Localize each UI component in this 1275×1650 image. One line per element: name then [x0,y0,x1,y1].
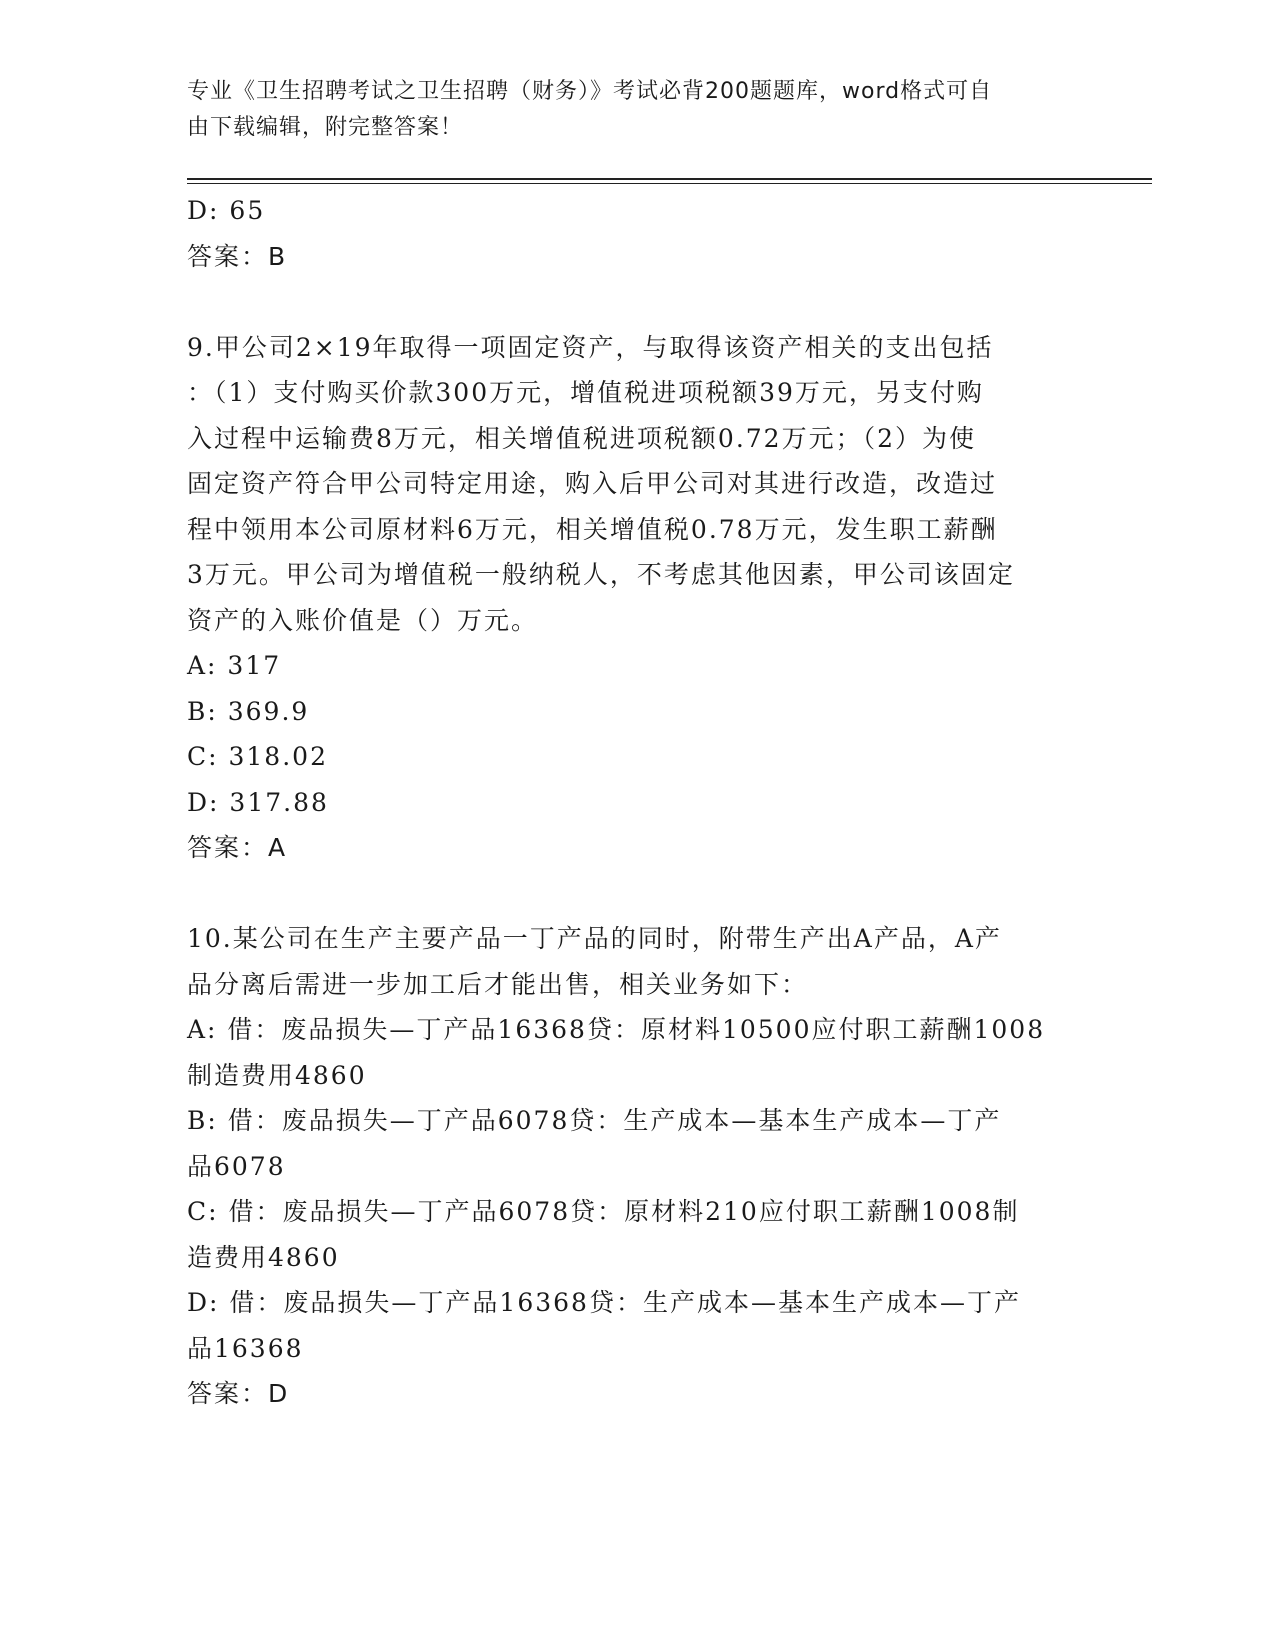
question-10-option-d-cont: 品16368 [187,1333,304,1363]
question-10-option-c: C: 借：废品损失—丁产品6078贷：原材料210应付职工薪酬1008制 [187,1197,1020,1226]
question-10-option-c-cont: 造费用4860 [187,1242,340,1272]
document-header [187,74,1087,146]
header-divider-thin [187,183,1152,184]
question-9-option-c: C: 318.02 [187,742,328,771]
question-10-option-b: B: 借：废品损失—丁产品6078贷：生产成本—基本生产成本—丁产 [187,1106,1002,1135]
prev-option-d: D: 65 [187,196,266,225]
header-title-line-1: 专业《卫生招聘考试之卫生招聘（财务）》考试必背200题题库，word格式可自 [187,79,993,104]
question-10-option-d: D: 借：废品损失—丁产品16368贷：生产成本—基本生产成本—丁产 [187,1288,1021,1317]
header-title-line-2: 由下载编辑，附完整答案！ [187,115,464,140]
header-divider-thick [187,178,1152,180]
question-10-option-a-cont: 制造费用4860 [187,1060,367,1090]
question-10 [187,916,1087,1417]
document-body [187,188,1087,1417]
question-9-line: 固定资产符合甲公司特定用途，购入后甲公司对其进行改造，改造过 [187,469,998,498]
question-9-line: ：（1）支付购买价款300万元，增值税进项税额39万元，另支付购 [187,378,984,407]
question-10-option-b-cont: 品6078 [187,1151,286,1181]
question-9-option-d: D: 317.88 [187,787,329,817]
question-9-line: 资产的入账价值是（）万元。 [187,605,539,635]
spacer [187,871,1087,917]
question-9-line: 9.甲公司2×19年取得一项固定资产，与取得该资产相关的支出包括 [187,332,994,362]
question-9-line: 程中领用本公司原材料6万元，相关增值税0.78万元，发生职工薪酬 [187,514,998,544]
question-9 [187,325,1087,871]
question-9-line: 入过程中运输费8万元，相关增值税进项税额0.72万元；（2）为使 [187,423,976,453]
question-9-option-b: B: 369.9 [187,696,310,726]
question-10-option-a: A: 借：废品损失—丁产品16368贷：原材料10500应付职工薪酬1008 [187,1015,1046,1044]
question-9-line: 3万元。甲公司为增值税一般纳税人，不考虑其他因素，甲公司该固定 [187,560,1015,589]
spacer [187,279,1087,325]
question-9-answer: 答案：A [187,833,288,862]
question-9-option-a: A: 317 [187,651,282,680]
question-10-line: 品分离后需进一步加工后才能出售，相关业务如下： [187,969,809,999]
prev-answer: 答案：B [187,241,288,271]
question-10-line: 10.某公司在生产主要产品一丁产品的同时，附带生产出A产品，A产 [187,924,1002,953]
question-10-answer: 答案：D [187,1379,290,1408]
